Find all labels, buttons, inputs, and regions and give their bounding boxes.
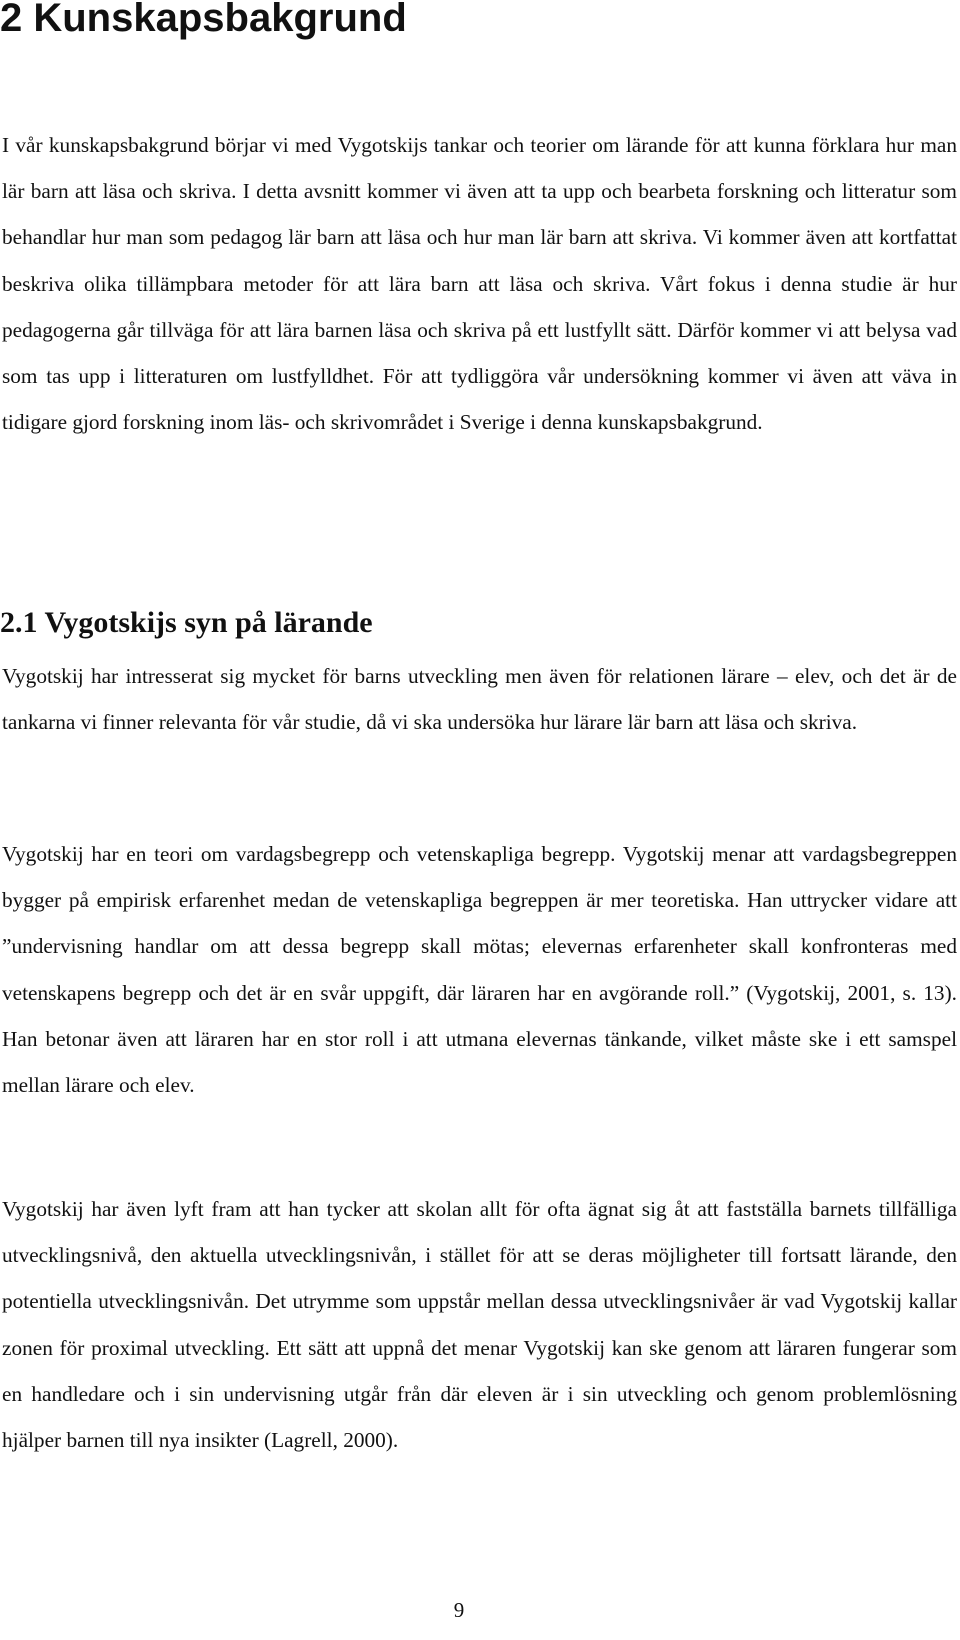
section-paragraph-3: Vygotskij har även lyft fram att han tycker att skolan allt för ofta ägnat sig åt att fastställa barnets tillfälliga utvecklingsnivå, den aktuella utvecklingsnivån, i stället för att se deras möjligheter till fortsatt lärande, den potentiella utvecklingsnivån. Det utrymme som uppstår mellan dessa utvecklingsnivåer är vad Vygotskij kallar zonen för proximal utveckling. Ett sätt att uppnå det menar Vygotskij kan ske genom att läraren fungerar som en handledare och i sin undervisning utgår från där eleven är i sin utveckling och genom problemlösning hjälper barnen till nya insikter (Lagrell, 2000). [2, 1197, 957, 1453]
page-number: 9 [453, 1598, 465, 1622]
section-title: 2.1 Vygotskijs syn på lärande [0, 606, 373, 639]
chapter-title: 2 Kunskapsbakgrund [0, 0, 407, 40]
section-paragraph-2: Vygotskij har en teori om vardagsbegrepp och vetenskapliga begrepp. Vygotskij menar att vardagsbegreppen bygger på empirisk erfarenhet medan de vetenskapliga begreppen är mer teoretiska. Han uttrycker vidare att ”undervisning handlar om att dessa begrepp skall mötas; elevernas erfarenheter skall konfronteras med vetenskapens begrepp och det är en svår uppgift, där läraren har en avgörande roll.” (Vygotskij, 2001, s. 13). Han betonar även att läraren har en stor roll i att utmana elevernas tänkande, vilket måste ske i ett samspel mellan lärare och elev. [2, 842, 957, 1098]
intro-paragraph: I vår kunskapsbakgrund börjar vi med Vygotskijs tankar och teorier om lärande för att kunna förklara hur man lär barn att läsa och skriva. I detta avsnitt kommer vi även att ta upp och bearbeta forskning och litteratur som behandlar hur man som pedagog lär barn att läsa och hur man lär barn att skriva. Vi kommer även att kortfattat beskriva olika tillämpbara metoder för att lära barn att läsa och skriva. Vårt fokus i denna studie är hur pedagogerna går tillväga för att lära barnen läsa och skriva på ett lustfyllt sätt. Därför kommer vi att belysa vad som tas upp i litteraturen om lustfylldhet. För att tydliggöra vår undersökning kommer vi även att väva in tidigare gjord forskning inom läs- och skrivområdet i Sverige i denna kunskapsbakgrund. [2, 133, 957, 435]
section-paragraph-1: Vygotskij har intresserat sig mycket för barns utveckling men även för relationen lärare – elev, och det är de tankarna vi finner relevanta för vår studie, då vi ska undersöka hur lärare lär barn att läsa och skriva. [2, 664, 957, 735]
